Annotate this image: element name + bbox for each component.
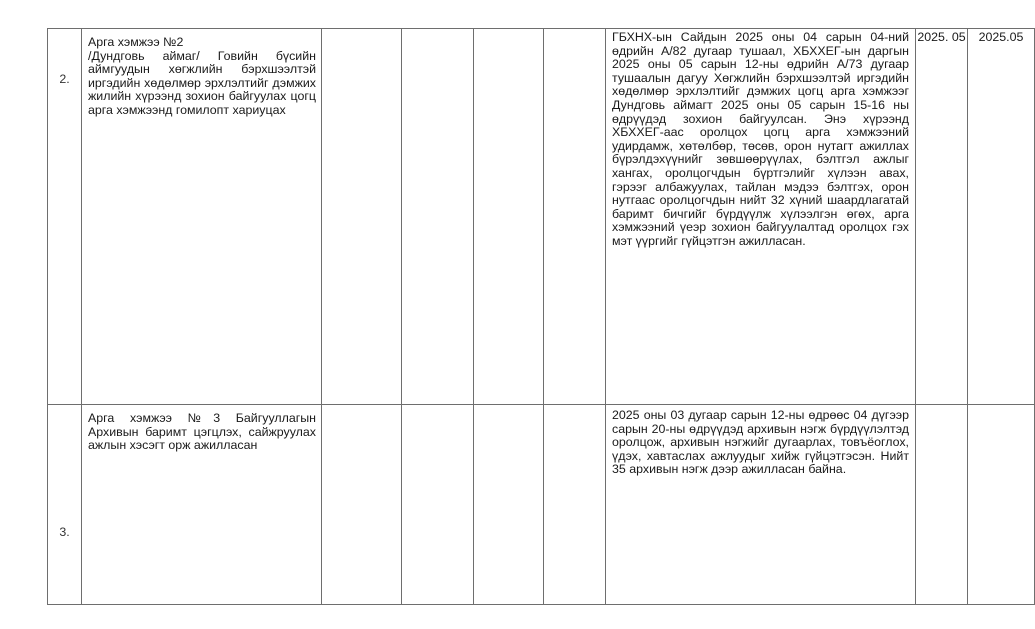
result-text: ГБХНХ-ын Сайдын 2025 оны 04 сарын 04-ний өдрийн А/82 дугаар тушаал, ХБХХЕГ-ын даргын 2025 оны 05 сарын 12-ны өдрийн А/73 дугаар тушаалын дагуу Хөгжлийн бэрхшээлтэй иргэдийн хөдөлмөр эрхлэлтийг дэмжих цогц арга хэмжээг Дундговь аймагт 2025 оны 05 сарын 15-16 ны өдрүүдэд зохион байгуулсан. Энэ хүрээнд ХБХХЕГ-аас оролцох цогц арга хэмжээний удирдамж, хөтөлбөр, төсөв, орон нутагт ажиллах бүрэлдэхүүнийг зөвшөөрүүлах, бэлтгэл ажлыг хангах, оролцогчдын бүртгэлийг хүлээн авах, гэрээг албажуулах, тайлан мэдээ бэлтгэх, орон нутгаас оролцогчдын нийт 32 хүний шаардлагатай баримт бичгийг бүрдүүлж хүлээлгэн өгөх, арга хэмжээний үеэр зохион байгуулалтад оролцох гэх мэт үүргийг гүйцэтгэн ажилласан.: [612, 30, 909, 248]
empty-cell: [544, 405, 606, 605]
empty-cell: [322, 29, 402, 405]
report-table: [47, 28, 1035, 605]
measure-description: Арга хэмжээ №3 Байгууллагын Архивын баримт цэгцлэх, сайжруулах ажлын хэсэгт орж ажилласан: [88, 411, 316, 453]
empty-cell: [322, 405, 402, 605]
row-number: 3.: [59, 524, 70, 539]
empty-cell: [402, 29, 474, 405]
result-cell: [606, 405, 916, 605]
empty-cell: [474, 29, 544, 405]
start-date: 2025. 05: [917, 30, 966, 44]
empty-cell: [474, 405, 544, 605]
table-row: [48, 405, 1035, 605]
measure-cell: [82, 29, 322, 405]
start-date-cell: [916, 29, 968, 405]
start-date-cell: [916, 405, 968, 605]
result-cell: [606, 29, 916, 405]
empty-cell: [402, 405, 474, 605]
measure-cell: [82, 405, 322, 605]
end-date-cell: [968, 405, 1035, 605]
empty-cell: [544, 29, 606, 405]
measure-title: Арга хэмжээ №2: [88, 35, 184, 49]
table-row: [48, 29, 1035, 405]
end-date-cell: [968, 29, 1035, 405]
row-number-cell: [48, 29, 82, 405]
row-number: 2.: [59, 72, 70, 86]
row-number-cell: [48, 405, 82, 605]
measure-description: /Дундговь аймаг/ Говийн бүсийн аймгуудын хөгжлийн бэрхшээлтэй иргэдийн хөдөлмөр эрхлэлтийг дэмжих жилийн хүрээнд зохион байгуулах цогц арга хэмжээнд гомилопт хариуцах: [88, 48, 316, 117]
end-date: 2025.05: [978, 30, 1024, 44]
result-text: 2025 оны 03 дугаар сарын 12-ны өдрөөс 04 дүгээр сарын 20-ны өдрүүдэд архивын нэгж бүрдүүлэлтэд оролцож, архивын нэгжийг дугаарлах, товъёоглох, үдэх, хавтаслах ажлуудыг хийж гүйцэтгэсэн. Нийт 35 архивын нэгж дээр ажилласан байна.: [612, 408, 909, 477]
